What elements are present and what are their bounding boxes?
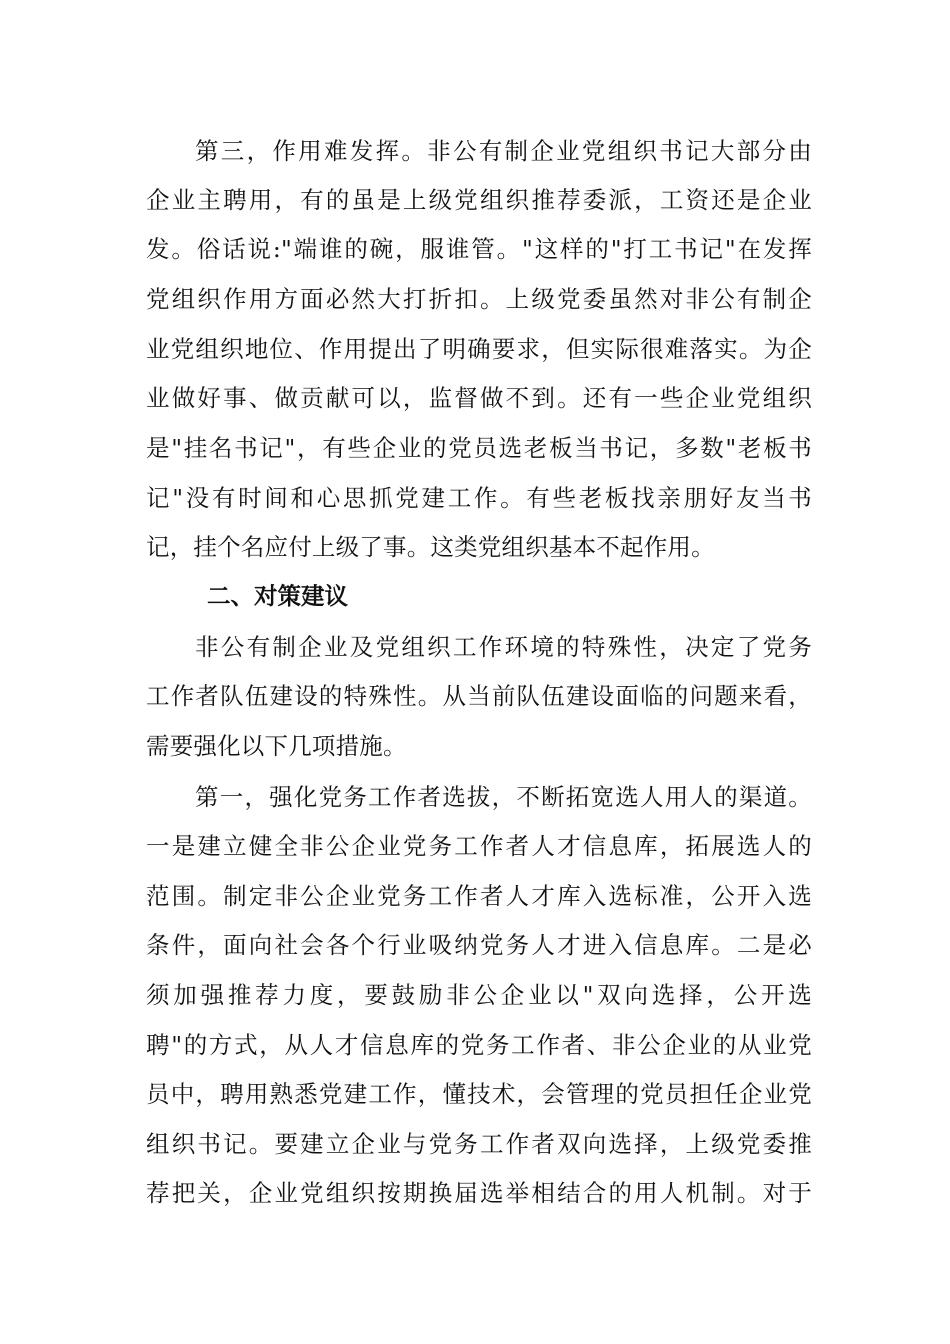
text-line: 记，挂个名应付上级了事。这类党组织基本不起作用。	[146, 533, 715, 561]
section-heading: 二、对策建议	[207, 582, 348, 610]
text-line: 组织书记。要建立企业与党务工作者双向选择，上级党委推	[146, 1130, 812, 1158]
text-line: 业党组织地位、作用提出了明确要求，但实际很难落实。为企	[146, 335, 812, 363]
text-line: 范围。制定非公企业党务工作者人才库入选标准，公开入选	[146, 882, 812, 910]
text-line: 工作者队伍建设的特殊性。从当前队伍建设面临的问题来看，	[146, 682, 812, 710]
text-line: 发。俗话说:"端谁的碗，服谁管。"这样的"打工书记"在发挥	[146, 235, 812, 263]
text-line: 非公有制企业及党组织工作环境的特殊性，决定了党务	[195, 633, 812, 661]
text-line: 记"没有时间和心思抓党建工作。有些老板找亲朋好友当书	[146, 484, 812, 512]
text-line: 一是建立健全非公企业党务工作者人才信息库，拓展选人的	[146, 832, 812, 860]
text-line: 企业主聘用，有的虽是上级党组织推荐委派，工资还是企业	[146, 186, 812, 214]
text-line: 须加强推荐力度，要鼓励非公企业以"双向选择，公开选	[146, 981, 812, 1009]
text-line: 党组织作用方面必然大打折扣。上级党委虽然对非公有制企	[146, 285, 812, 313]
text-line: 员中，聘用熟悉党建工作，懂技术，会管理的党员担任企业党	[146, 1080, 812, 1108]
text-line: 需要强化以下几项措施。	[146, 732, 407, 760]
text-line: 业做好事、做贡献可以，监督做不到。还有一些企业党组织	[146, 384, 812, 412]
text-line: 聘"的方式，从人才信息库的党务工作者、非公企业的从业党	[146, 1031, 812, 1059]
text-line: 是"挂名书记"，有些企业的党员选老板当书记，多数"老板书	[146, 434, 812, 462]
text-line: 条件，面向社会各个行业吸纳党务人才进入信息库。二是必	[146, 931, 812, 959]
text-line: 荐把关，企业党组织按期换届选举相结合的用人机制。对于	[146, 1179, 812, 1207]
text-line: 第一，强化党务工作者选拔，不断拓宽选人用人的渠道。	[195, 783, 812, 811]
text-line: 第三，作用难发挥。非公有制企业党组织书记大部分由	[195, 137, 812, 165]
